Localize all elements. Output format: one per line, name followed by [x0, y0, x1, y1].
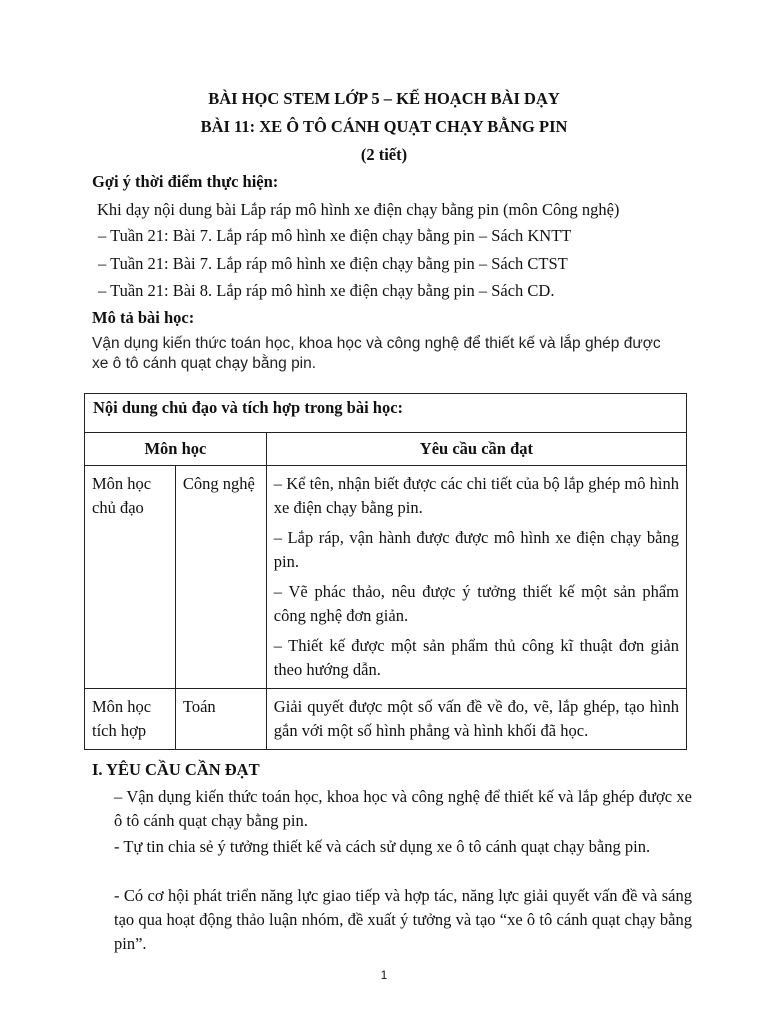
page-number: 1	[380, 968, 388, 982]
description-line-1: Vận dụng kiến thức toán học, khoa học và công nghệ để thiết kế và lắp ghép được	[92, 335, 661, 352]
lesson-title: BÀI 11: XE Ô TÔ CÁNH QUẠT CHẠY BẰNG PIN	[200, 117, 568, 136]
section-heading: I. YÊU CẦU CẦN ĐẠT	[92, 760, 260, 779]
objective-item: – Vận dụng kiến thức toán học, khoa học và công nghệ để thiết kế và lắp ghép được xe ô tô cánh quạt chạy bằng pin.	[114, 787, 692, 830]
lesson-duration: (2 tiết)	[360, 145, 408, 164]
timing-intro: Khi dạy nội dung bài Lắp ráp mô hình xe điện chạy bằng pin (môn Công nghệ)	[97, 200, 620, 219]
timing-item-2: – Tuần 21: Bài 7. Lắp ráp mô hình xe điện chạy bằng pin – Sách CTST	[98, 254, 568, 273]
timing-heading: Gợi ý thời điểm thực hiện:	[92, 172, 279, 191]
timing-item-1: – Tuần 21: Bài 7. Lắp ráp mô hình xe điện chạy bằng pin – Sách KNTT	[98, 226, 572, 245]
document-title: BÀI HỌC STEM LỚP 5 – KẾ HOẠCH BÀI DẠY	[208, 89, 560, 108]
content-table	[84, 393, 687, 750]
column-header-requirement: Yêu cầu cần đạt	[266, 433, 686, 466]
subject-type-cell: Môn học tích hợp	[85, 689, 176, 750]
subject-name-cell: Toán	[175, 689, 266, 750]
objective-item: - Tự tin chia sẻ ý tưởng thiết kế và cách sử dụng xe ô tô cánh quạt chạy bằng pin.	[114, 837, 651, 856]
requirement-item: – Kể tên, nhận biết được các chi tiết của bộ lắp ghép mô hình xe điện chạy bằng pin.	[273, 474, 679, 517]
requirements-cell	[266, 466, 686, 689]
table-row	[85, 689, 687, 750]
description-line-2: xe ô tô cánh quạt chạy bằng pin.	[92, 355, 317, 372]
objective-item: - Có cơ hội phát triển năng lực giao tiếp và hợp tác, năng lực giải quyết vấn đề và sáng tạo qua hoạt động thảo luận nhóm, đề xuất ý tưởng và tạo “xe ô tô cánh quạt chạy bằng pin”.	[114, 886, 692, 953]
description-heading: Mô tả bài học:	[92, 308, 195, 327]
requirements-cell	[266, 689, 686, 750]
requirement-item: Giải quyết được một số vấn đề về đo, vẽ, lắp ghép, tạo hình gắn với một số hình phẳng và hình khối đã học.	[273, 697, 679, 740]
subject-name-cell: Công nghệ	[175, 466, 266, 689]
timing-item-3: – Tuần 21: Bài 8. Lắp ráp mô hình xe điện chạy bằng pin – Sách CD.	[98, 281, 555, 300]
requirement-item: – Vẽ phác thảo, nêu được ý tưởng thiết kế một sản phẩm công nghệ đơn giản.	[273, 582, 679, 625]
table-heading: Nội dung chủ đạo và tích hợp trong bài học:	[85, 394, 687, 433]
table-row	[85, 466, 687, 689]
column-header-subject: Môn học	[85, 433, 267, 466]
subject-type-cell: Môn học chủ đạo	[85, 466, 176, 689]
requirement-item: – Thiết kế được một sản phẩm thủ công kĩ thuật đơn giản theo hướng dẫn.	[273, 636, 679, 679]
requirement-item: – Lắp ráp, vận hành được được mô hình xe điện chạy bằng pin.	[273, 528, 679, 571]
